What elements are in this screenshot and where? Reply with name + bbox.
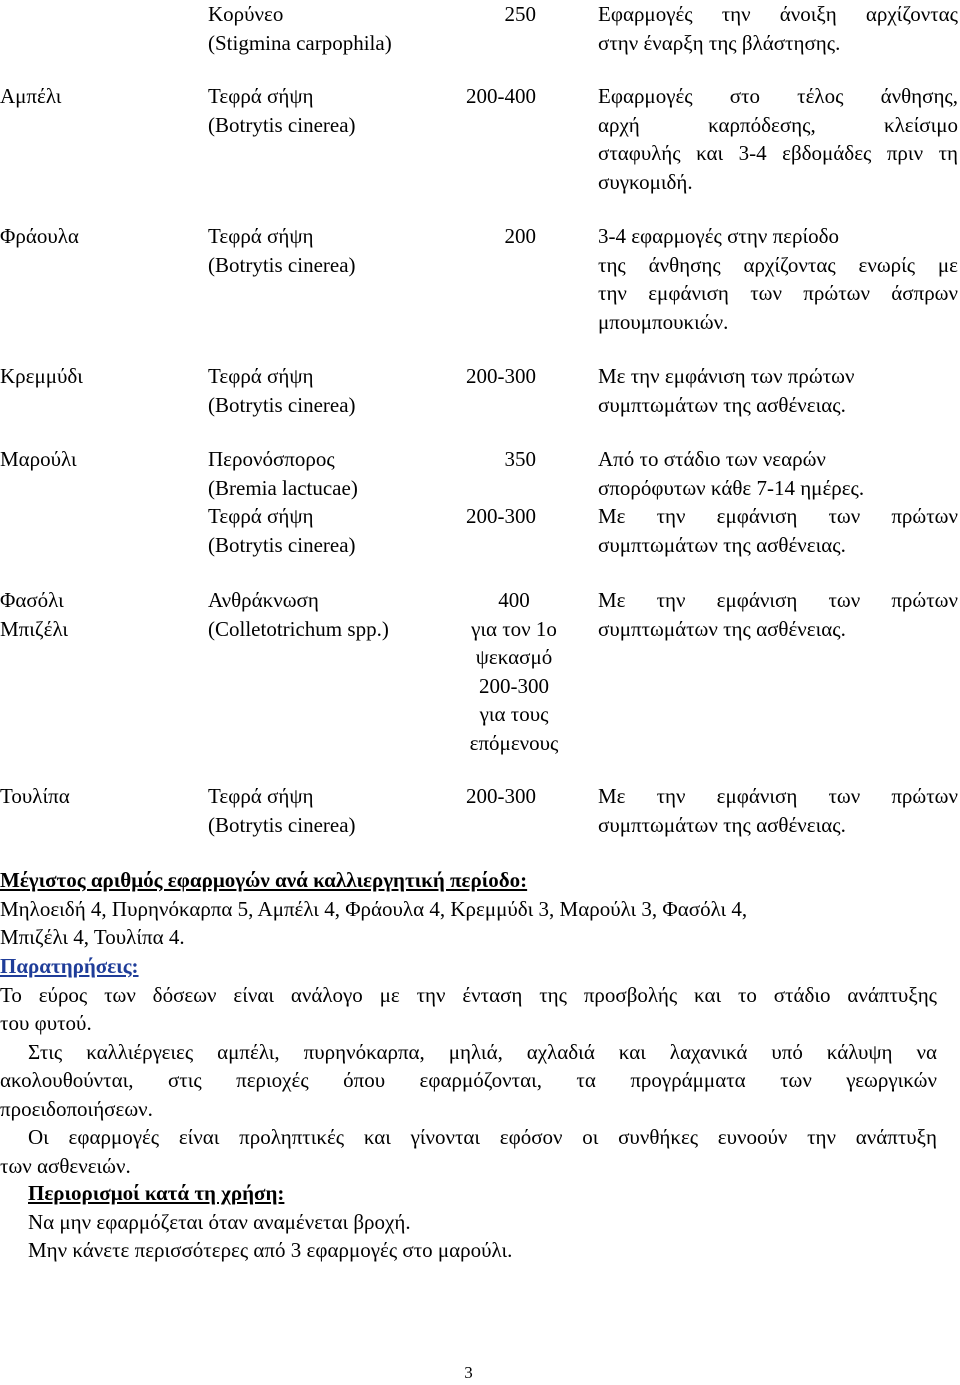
disease-latin: (Botrytis cinerea) [208,392,356,417]
crop-cell [0,782,70,811]
disease-name: Τεφρά σήψη [208,364,314,388]
dose-value: 200 [504,224,536,248]
dose-cell [438,82,536,111]
application-line: Από το στάδιο των νεαρών [598,447,826,471]
dose-value: 350 [504,447,536,471]
application-line: συμπτωμάτων της ασθένειας. [598,616,846,641]
max-applications-section [0,866,937,952]
crop-name: Μαρούλι [0,447,77,471]
dose-note: ψεκασμό [475,645,553,669]
dose-cell [438,782,536,811]
dose-note: για τον 1ο [471,616,557,641]
dose-cell [438,0,536,29]
remarks-line: των ασθενειών. [0,1153,131,1178]
application-line: Εφαρμογές την άνοιξη αρχίζοντας [598,2,958,26]
crop-cell [0,222,79,251]
application-line: 3-4 εφαρμογές στην περίοδο [598,224,840,248]
disease-latin: (Colletotrichum spp.) [208,616,389,641]
remarks-line: του φυτού. [0,1011,92,1035]
dose-cell [438,445,536,474]
crop-name: Μπιζέλι [0,616,69,641]
remarks-line: Οι εφαρμογές είναι προληπτικές και γίνονται εφόσον οι συνθήκες ευνοούν την ανάπτυξη [28,1125,937,1149]
application-line: μπουμπουκιών. [598,309,729,334]
dose-value: 250 [504,2,536,26]
disease-latin: (Botrytis cinerea) [208,812,356,837]
crop-name: Αμπέλι [0,84,62,108]
remarks-line: προειδοποιήσεων. [0,1096,153,1121]
crop-cell [0,362,83,391]
disease-latin: (Bremia lactucae) [208,475,358,500]
application-cell [598,222,958,336]
crop-name: Τουλίπα [0,784,70,808]
disease-name: Τεφρά σήψη [208,504,314,528]
dose-value: 400 [498,588,530,612]
max-applications-line: Μηλοειδή 4, Πυρηνόκαρπα 5, Αμπέλι 4, Φράουλα 4, Κρεμμύδι 3, Μαρούλι 3, Φασόλι 4, [0,896,748,921]
crop-cell [0,445,77,474]
dose-cell [438,502,536,531]
dose-cell [438,222,536,251]
application-cell [598,445,958,502]
disease-cell [208,0,392,57]
remarks-line: ακολουθούνται, στις περιοχές όπου εφαρμόζονται, τα προγράμματα των γεωργικών [0,1068,937,1092]
application-line: συμπτωμάτων της ασθένειας. [598,532,846,557]
restrictions-section [28,1179,937,1265]
disease-cell [208,586,389,643]
disease-name: Τεφρά σήψη [208,784,314,808]
remarks-section [0,952,937,1180]
application-line: συμπτωμάτων της ασθένειας. [598,392,846,417]
crop-name: Κρεμμύδι [0,364,83,388]
application-line: σταφυλής και 3-4 εβδομάδες πριν τη [598,141,958,165]
disease-latin: (Botrytis cinerea) [208,252,356,277]
crop-cell [0,586,68,643]
dose-value: 200-300 [466,364,536,388]
disease-name: Περονόσπορος [208,447,335,471]
dose-value: 200-300 [479,673,549,698]
disease-name: Κορύνεο [208,2,284,26]
max-applications-heading: Μέγιστος αριθμός εφαρμογών ανά καλλιεργητική περίοδο: [0,868,528,892]
restrictions-line: Μην κάνετε περισσότερες από 3 εφαρμογές στο μαρούλι. [28,1238,513,1262]
dose-note: επόμενους [469,730,559,755]
max-applications-line: Μπιζέλι 4, Τουλίπα 4. [0,925,185,949]
dose-cell [438,586,590,757]
disease-name: Ανθράκνωση [208,588,319,612]
application-line: αρχή καρπόδεσης, κλείσιμο [598,112,958,137]
restrictions-line: Να μην εφαρμόζεται όταν αναμένεται βροχή. [28,1209,411,1234]
dose-note: για τους [479,702,549,726]
dose-value: 200-300 [466,784,536,808]
dose-cell [438,362,536,391]
application-line: σπορόφυτων κάθε 7-14 ημέρες. [598,475,865,500]
crop-cell [0,82,61,111]
disease-cell [208,222,356,279]
page-number: 3 [464,1363,473,1382]
application-line: Με την εμφάνιση των πρώτων [598,588,958,612]
application-line: Με την εμφάνιση των πρώτων [598,784,958,808]
application-line: την εμφάνιση των πρώτων άσπρων [598,281,958,305]
disease-cell [208,82,356,139]
dose-value: 200-400 [466,84,536,108]
application-line: Εφαρμογές στο τέλος άνθησης, [598,84,958,108]
disease-cell [208,445,358,502]
application-cell [598,782,958,839]
application-line: στην έναρξη της βλάστησης. [598,30,841,55]
application-line: Με την εμφάνιση των πρώτων [598,504,958,528]
application-cell [598,362,958,419]
remarks-heading: Παρατηρήσεις: [0,954,139,978]
application-cell [598,502,958,559]
disease-latin: (Botrytis cinerea) [208,532,356,557]
application-cell [598,82,958,196]
remarks-line: Στις καλλιέργειες αμπέλι, πυρηνόκαρπα, μηλιά, αχλαδιά και λαχανικά υπό κάλυψη να [28,1039,937,1064]
disease-cell [208,362,356,419]
crop-name: Φράουλα [0,224,79,248]
disease-name: Τεφρά σήψη [208,84,314,108]
remarks-line: Το εύρος των δόσεων είναι ανάλογο με την ένταση της προσβολής και το στάδιο ανάπτυξης [0,982,937,1007]
dose-value: 200-300 [466,504,536,528]
application-line: Με την εμφάνιση των πρώτων [598,364,855,388]
disease-cell [208,502,356,559]
application-line: συγκομιδή. [598,169,693,194]
disease-latin: (Stigmina carpophila) [208,30,392,55]
application-cell [598,0,958,57]
restrictions-heading: Περιορισμοί κατά τη χρήση: [28,1181,285,1205]
application-line: συμπτωμάτων της ασθένειας. [598,812,846,837]
application-cell [598,586,958,643]
disease-cell [208,782,356,839]
application-line: της άνθησης αρχίζοντας ενωρίς με [598,252,958,277]
crop-name: Φασόλι [0,588,64,612]
disease-latin: (Botrytis cinerea) [208,112,356,137]
disease-name: Τεφρά σήψη [208,224,314,248]
